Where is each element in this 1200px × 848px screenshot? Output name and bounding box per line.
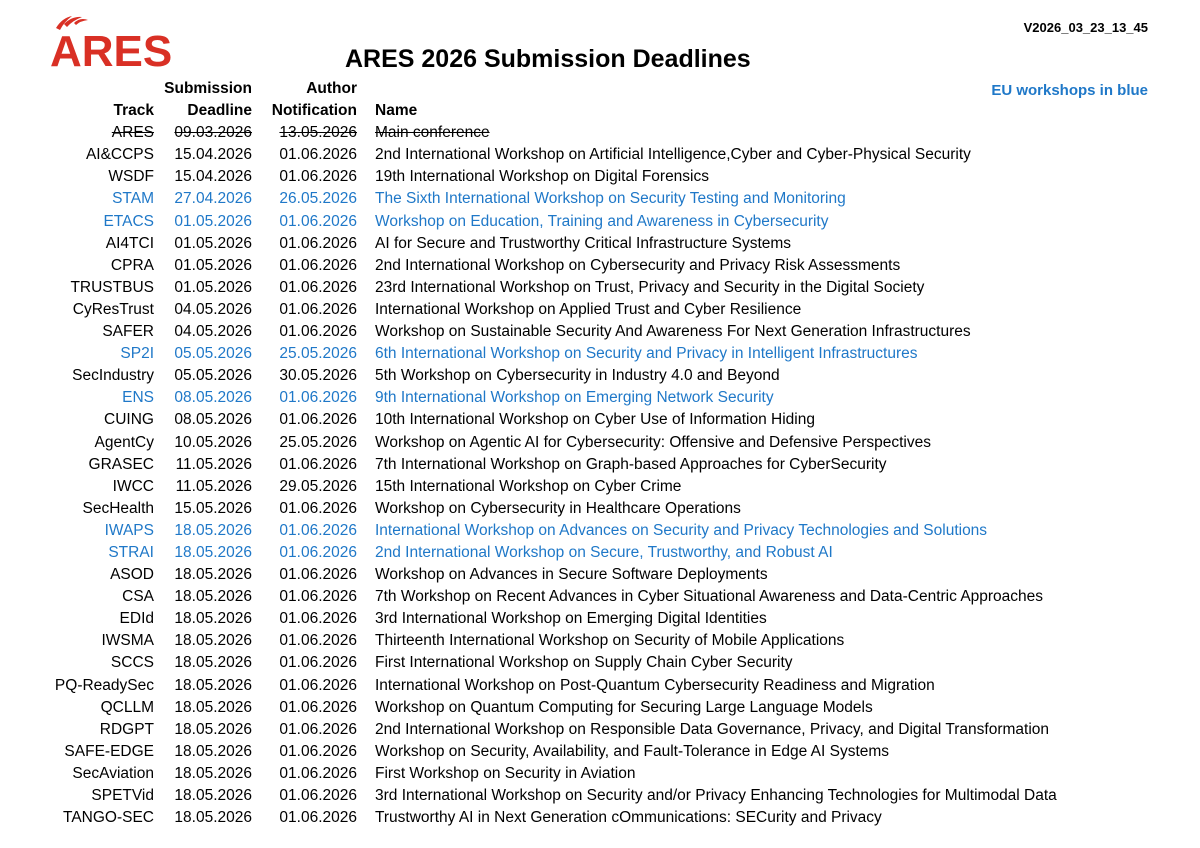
table-body — [0, 122, 1200, 829]
notification-cell: 01.06.2026 — [279, 676, 357, 694]
table-row — [0, 608, 1200, 630]
name-cell: The Sixth International Workshop on Security Testing and Monitoring — [375, 190, 846, 208]
header-track-top — [0, 78, 154, 100]
track-cell: CPRA — [110, 256, 154, 274]
notification-cell: 01.06.2026 — [279, 588, 357, 606]
track-cell: QCLLM — [100, 698, 154, 716]
eu-legend-note: EU workshops in blue — [991, 82, 1148, 99]
table-row — [0, 365, 1200, 387]
notification-cell: 01.06.2026 — [279, 764, 357, 782]
name-cell: 9th International Workshop on Emerging Network Security — [375, 389, 774, 407]
notification-cell: 01.06.2026 — [279, 389, 357, 407]
name-cell: International Workshop on Post-Quantum Cybersecurity Readiness and Migration — [375, 676, 935, 694]
table-row — [0, 144, 1200, 166]
header-row-top — [0, 78, 1200, 100]
deadline-cell: 01.05.2026 — [174, 256, 252, 274]
name-cell: Trustworthy AI in Next Generation cOmmunications: SECurity and Privacy — [375, 809, 882, 827]
notification-cell: 30.05.2026 — [279, 367, 357, 385]
name-cell: 2nd International Workshop on Secure, Trustworthy, and Robust AI — [375, 543, 833, 561]
deadline-cell: 18.05.2026 — [174, 610, 252, 628]
deadline-cell: 11.05.2026 — [175, 477, 252, 495]
name-cell: Workshop on Sustainable Security And Awareness For Next Generation Infrastructures — [375, 323, 971, 341]
name-cell: 19th International Workshop on Digital Forensics — [375, 168, 709, 186]
header-notification: Notification — [271, 102, 357, 120]
header-track: Track — [113, 102, 154, 120]
name-cell: Workshop on Education, Training and Awareness in Cybersecurity — [375, 212, 829, 230]
name-cell: 5th Workshop on Cybersecurity in Industry 4.0 and Beyond — [375, 367, 780, 385]
table-row — [0, 211, 1200, 233]
notification-cell: 01.06.2026 — [279, 742, 357, 760]
deadline-cell: 01.05.2026 — [174, 234, 252, 252]
notification-cell: 13.05.2026 — [279, 124, 357, 142]
deadline-cell: 18.05.2026 — [174, 698, 252, 716]
table-row — [0, 652, 1200, 674]
table-row — [0, 697, 1200, 719]
notification-cell: 01.06.2026 — [279, 278, 357, 296]
deadline-cell: 10.05.2026 — [174, 433, 252, 451]
track-cell: EDId — [119, 610, 154, 628]
name-cell: 3rd International Workshop on Security and/or Privacy Enhancing Technologies for Multimodal Data — [375, 787, 1057, 804]
notification-cell: 25.05.2026 — [279, 433, 357, 451]
track-cell: ENS — [122, 389, 154, 407]
table-row — [0, 409, 1200, 431]
header-row-bottom — [0, 100, 1200, 122]
table-row — [0, 520, 1200, 542]
deadline-cell: 15.05.2026 — [174, 499, 252, 517]
notification-cell: 01.06.2026 — [279, 632, 357, 650]
deadline-cell: 01.05.2026 — [174, 278, 252, 296]
notification-cell: 01.06.2026 — [279, 566, 357, 584]
name-cell: Thirteenth International Workshop on Security of Mobile Applications — [375, 632, 845, 650]
table-row — [0, 387, 1200, 409]
name-cell: 7th International Workshop on Graph-based Approaches for CyberSecurity — [375, 455, 887, 473]
track-cell: WSDF — [108, 168, 154, 186]
deadline-cell: 05.05.2026 — [174, 367, 252, 385]
name-cell: 23rd International Workshop on Trust, Privacy and Security in the Digital Society — [375, 278, 925, 296]
deadline-cell: 15.04.2026 — [174, 168, 252, 186]
table-row — [0, 542, 1200, 564]
table-row — [0, 476, 1200, 498]
notification-cell: 26.05.2026 — [279, 190, 357, 208]
name-cell: Main conference — [375, 124, 490, 142]
table-row — [0, 719, 1200, 741]
deadline-cell: 18.05.2026 — [174, 654, 252, 672]
name-cell: 2nd International Workshop on Responsible Data Governance, Privacy, and Digital Transformation — [375, 720, 1050, 738]
notification-cell: 01.06.2026 — [279, 234, 357, 252]
logo-wordmark: ARES — [50, 27, 173, 74]
name-cell: 15th International Workshop on Cyber Crime — [375, 477, 682, 495]
name-cell: Workshop on Security, Availability, and Fault-Tolerance in Edge AI Systems — [375, 742, 890, 760]
table-row — [0, 741, 1200, 763]
notification-cell: 25.05.2026 — [279, 345, 357, 363]
track-cell: SPETVid — [91, 787, 154, 804]
notification-cell: 01.06.2026 — [279, 300, 357, 318]
track-cell: CSA — [122, 588, 154, 606]
notification-cell: 01.06.2026 — [279, 323, 357, 341]
name-cell: International Workshop on Advances on Security and Privacy Technologies and Solutions — [375, 521, 988, 539]
table-row — [0, 498, 1200, 520]
notification-cell: 01.06.2026 — [279, 698, 357, 716]
track-cell: AI&CCPS — [85, 146, 154, 164]
track-cell: STRAI — [108, 543, 154, 561]
table-row — [0, 343, 1200, 365]
track-cell: RDGPT — [99, 720, 154, 738]
ares-logo — [50, 14, 195, 74]
deadline-cell: 09.03.2026 — [174, 124, 252, 142]
deadline-cell: 01.05.2026 — [174, 212, 252, 230]
notification-cell: 01.06.2026 — [279, 499, 357, 517]
notification-cell: 01.06.2026 — [279, 146, 357, 164]
notification-cell: 01.06.2026 — [279, 256, 357, 274]
version-label: V2026_03_23_13_45 — [1023, 20, 1148, 35]
header-name-top — [357, 78, 1200, 100]
table-row — [0, 785, 1200, 807]
deadline-cell: 18.05.2026 — [174, 676, 252, 694]
deadline-cell: 18.05.2026 — [174, 588, 252, 606]
deadline-cell: 15.04.2026 — [174, 146, 252, 164]
notification-cell: 01.06.2026 — [279, 521, 357, 539]
table-row — [0, 122, 1200, 144]
ares-logo-graphic — [50, 14, 195, 74]
name-cell: 10th International Workshop on Cyber Use of Information Hiding — [375, 411, 815, 429]
table-row — [0, 586, 1200, 608]
track-cell: CyResTrust — [72, 300, 154, 318]
track-cell: AI4TCI — [105, 234, 154, 252]
track-cell: IWCC — [112, 477, 154, 495]
name-cell: 6th International Workshop on Security and Privacy in Intelligent Infrastructures — [375, 345, 918, 363]
table-row — [0, 321, 1200, 343]
notification-cell: 01.06.2026 — [279, 610, 357, 628]
track-cell: CUING — [104, 411, 154, 429]
table-row — [0, 675, 1200, 697]
deadline-cell: 05.05.2026 — [174, 345, 252, 363]
deadline-cell: 18.05.2026 — [174, 809, 252, 827]
deadline-cell: 11.05.2026 — [175, 455, 252, 473]
header-notification-top: Author — [306, 80, 357, 97]
deadline-cell: 18.05.2026 — [174, 742, 252, 760]
table-row — [0, 807, 1200, 829]
table-row — [0, 188, 1200, 210]
track-cell: SP2I — [120, 345, 154, 363]
name-cell: Workshop on Agentic AI for Cybersecurity: Offensive and Defensive Perspectives — [375, 433, 931, 451]
deadline-cell: 04.05.2026 — [174, 323, 252, 341]
table-row — [0, 454, 1200, 476]
deadline-cell: 18.05.2026 — [174, 720, 252, 738]
name-cell: International Workshop on Applied Trust and Cyber Resilience — [375, 300, 802, 318]
table-row — [0, 763, 1200, 785]
table-row — [0, 630, 1200, 652]
deadlines-table — [0, 78, 1200, 829]
table-row — [0, 255, 1200, 277]
table-row — [0, 432, 1200, 454]
header-deadline: Deadline — [187, 102, 252, 120]
header-deadline-top: Submission — [164, 80, 252, 97]
page-title: ARES 2026 Submission Deadlines — [345, 45, 751, 73]
track-cell: TRUSTBUS — [70, 278, 154, 296]
name-cell: First International Workshop on Supply Chain Cyber Security — [375, 654, 793, 672]
notification-cell: 01.06.2026 — [279, 543, 357, 561]
deadline-cell: 27.04.2026 — [174, 190, 252, 208]
notification-cell: 01.06.2026 — [279, 212, 357, 230]
track-cell: STAM — [112, 190, 154, 208]
name-cell: 2nd International Workshop on Artificial Intelligence,Cyber and Cyber-Physical Security — [375, 146, 971, 164]
header-name: Name — [375, 102, 418, 120]
notification-cell: 01.06.2026 — [279, 168, 357, 186]
track-cell: SecIndustry — [72, 367, 154, 385]
track-cell: SAFER — [102, 323, 154, 341]
notification-cell: 01.06.2026 — [279, 720, 357, 738]
track-cell: SAFE-EDGE — [64, 742, 154, 760]
table-row — [0, 277, 1200, 299]
table-row — [0, 299, 1200, 321]
track-cell: GRASEC — [88, 455, 154, 473]
deadline-cell: 18.05.2026 — [174, 521, 252, 539]
track-cell: ARES — [111, 124, 154, 142]
deadline-cell: 08.05.2026 — [174, 389, 252, 407]
name-cell: 3rd International Workshop on Emerging Digital Identities — [375, 610, 767, 628]
table-row — [0, 166, 1200, 188]
notification-cell: 29.05.2026 — [279, 477, 357, 495]
notification-cell: 01.06.2026 — [279, 455, 357, 473]
track-cell: SecHealth — [82, 499, 154, 517]
track-cell: SCCS — [110, 654, 154, 672]
track-cell: AgentCy — [94, 433, 154, 451]
name-cell: 7th Workshop on Recent Advances in Cyber Situational Awareness and Data-Centric Approaches — [375, 588, 1044, 606]
table-header — [0, 78, 1200, 122]
track-cell: PQ-ReadySec — [54, 676, 154, 694]
notification-cell: 01.06.2026 — [279, 654, 357, 672]
deadline-cell: 18.05.2026 — [174, 764, 252, 782]
name-cell: AI for Secure and Trustworthy Critical Infrastructure Systems — [375, 234, 792, 252]
deadline-cell: 18.05.2026 — [174, 543, 252, 561]
notification-cell: 01.06.2026 — [279, 787, 357, 804]
track-cell: ASOD — [110, 566, 154, 584]
name-cell: Workshop on Quantum Computing for Securing Large Language Models — [375, 698, 873, 716]
deadline-cell: 04.05.2026 — [174, 300, 252, 318]
notification-cell: 01.06.2026 — [279, 411, 357, 429]
name-cell: Workshop on Advances in Secure Software Deployments — [375, 566, 768, 584]
notification-cell: 01.06.2026 — [279, 809, 357, 827]
deadline-cell: 18.05.2026 — [174, 632, 252, 650]
track-cell: IWAPS — [104, 521, 154, 539]
table-row — [0, 564, 1200, 586]
name-cell: 2nd International Workshop on Cybersecurity and Privacy Risk Assessments — [375, 256, 901, 274]
track-cell: IWSMA — [101, 632, 154, 650]
deadline-cell: 18.05.2026 — [174, 787, 252, 804]
track-cell: ETACS — [103, 212, 154, 230]
deadline-cell: 18.05.2026 — [174, 566, 252, 584]
name-cell: Workshop on Cybersecurity in Healthcare Operations — [375, 499, 741, 517]
track-cell: TANGO-SEC — [63, 809, 154, 827]
deadline-cell: 08.05.2026 — [174, 411, 252, 429]
table-row — [0, 233, 1200, 255]
name-cell: First Workshop on Security in Aviation — [375, 764, 636, 782]
track-cell: SecAviation — [72, 764, 154, 782]
